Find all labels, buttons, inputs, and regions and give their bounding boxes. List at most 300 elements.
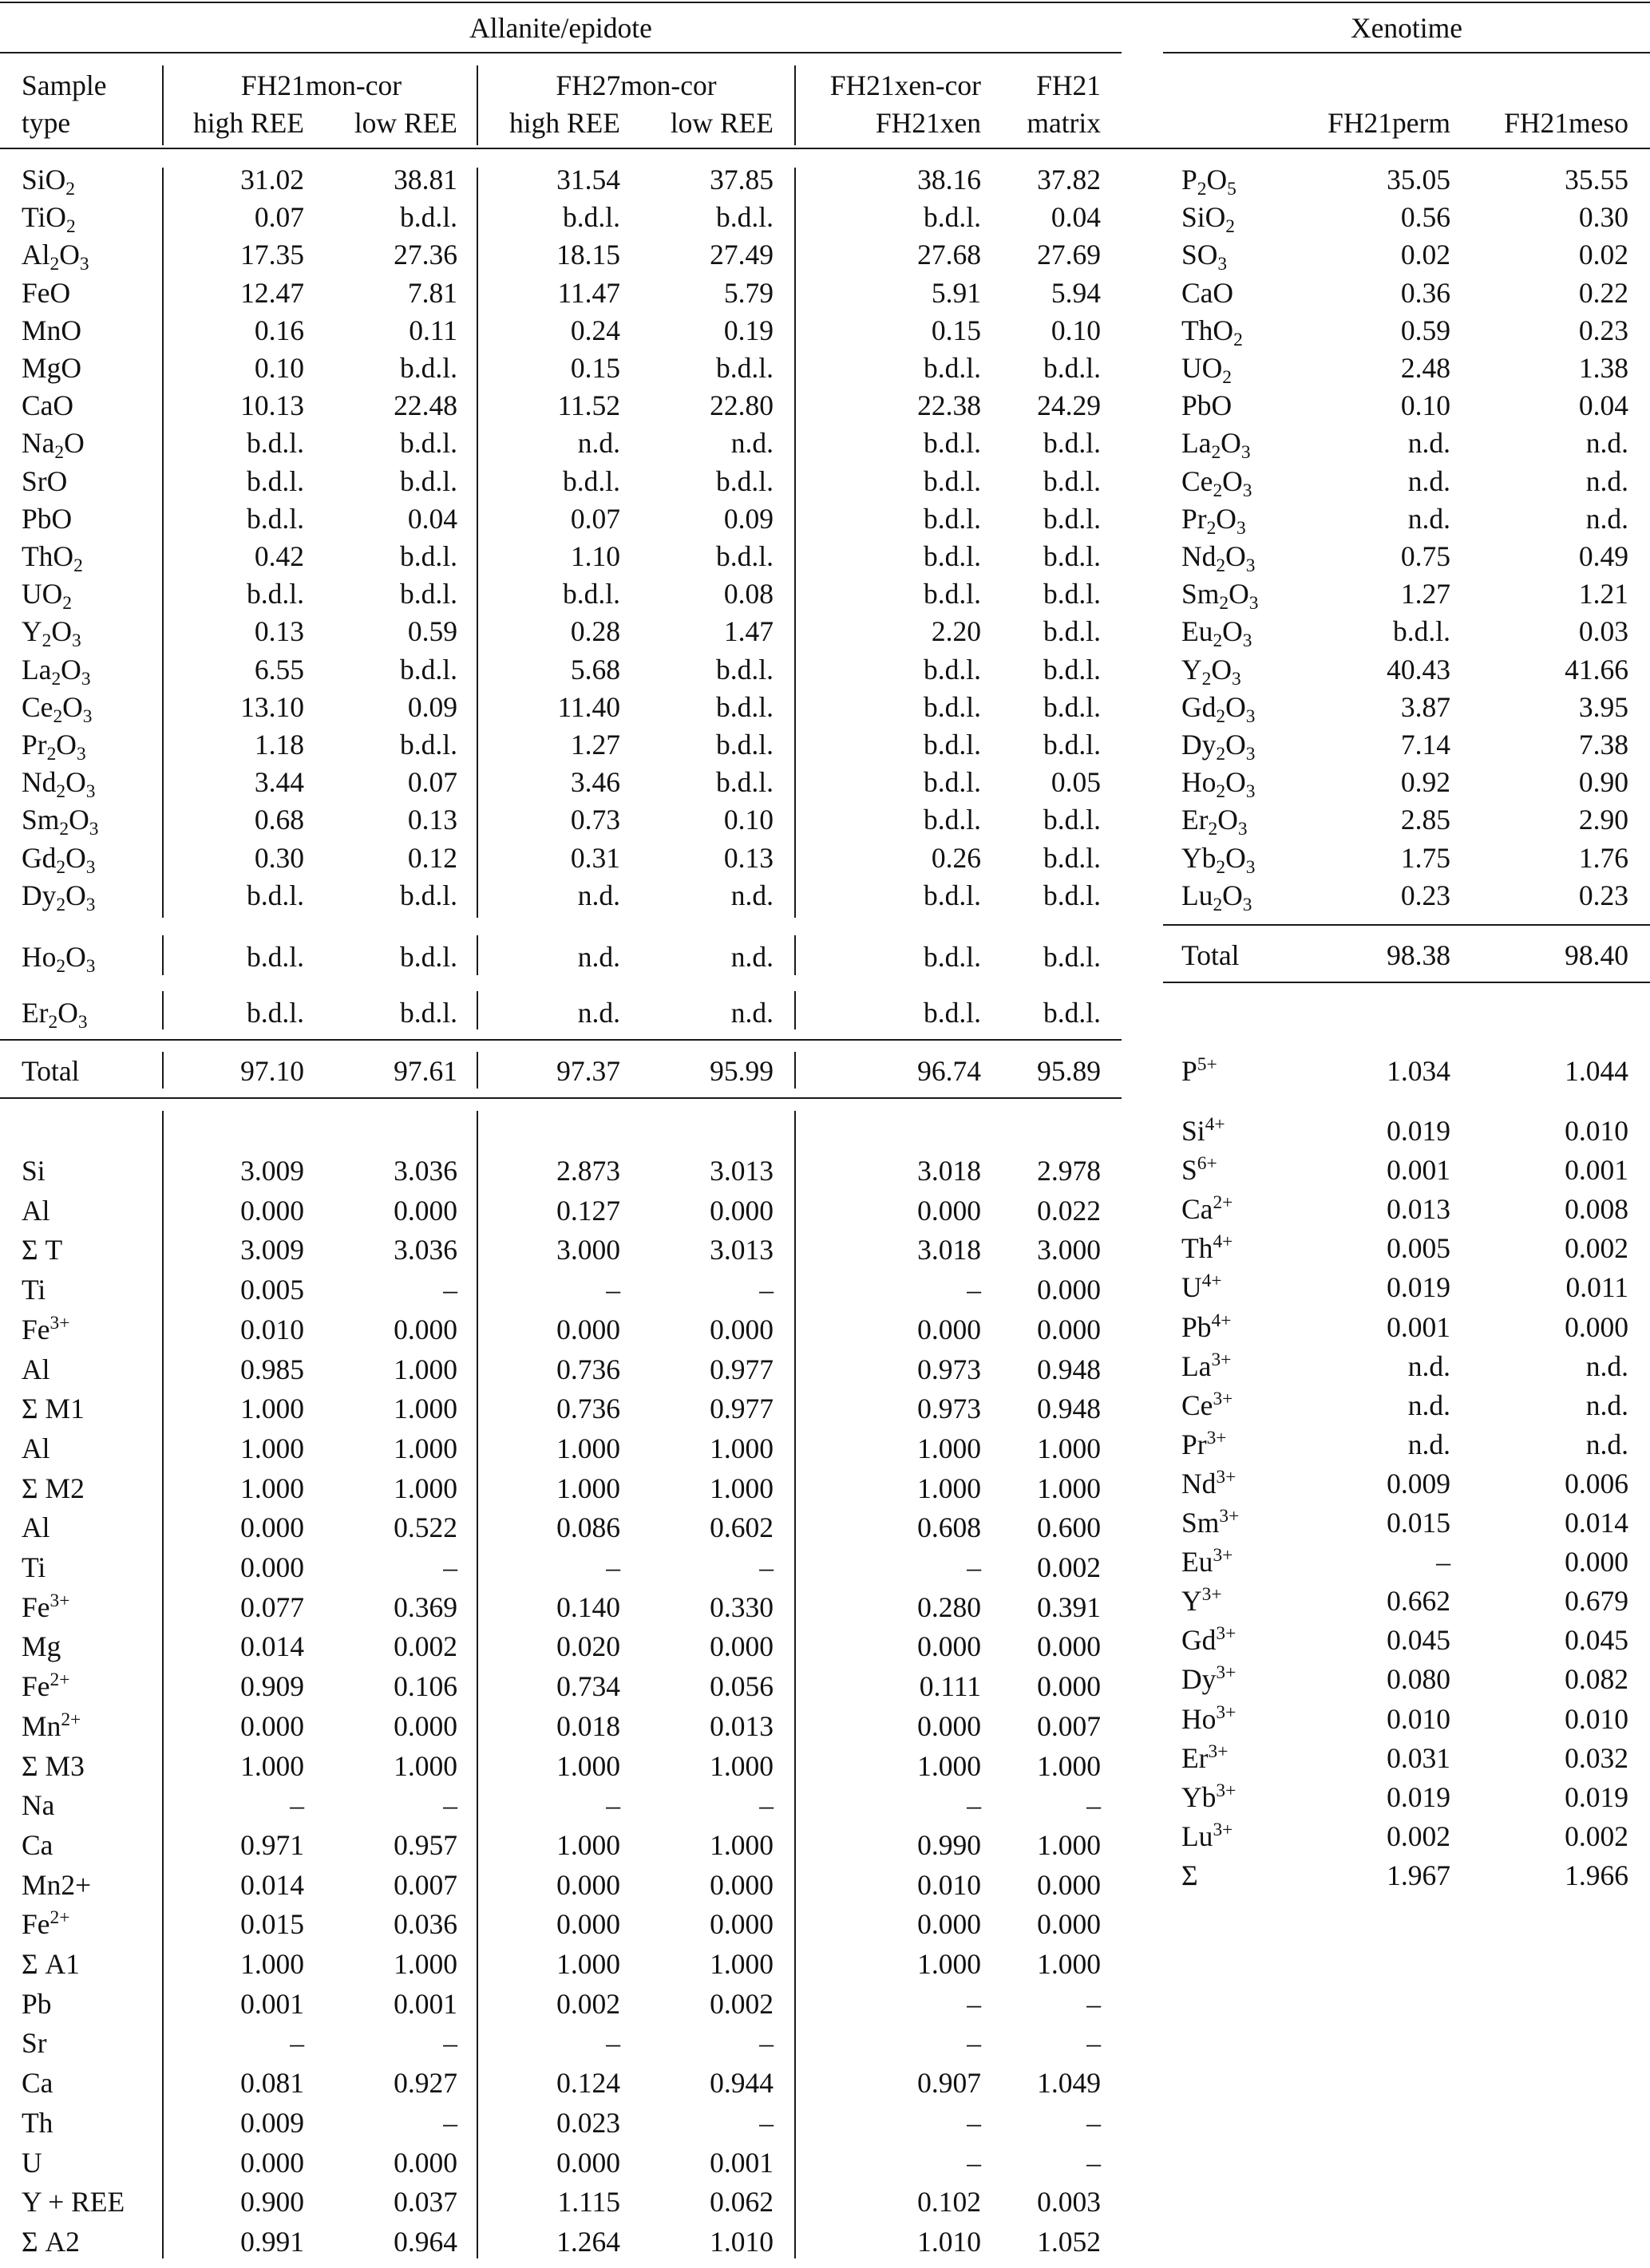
xen-oxide-value: 35.05	[1387, 164, 1450, 196]
oxide-value: b.d.l.	[400, 653, 457, 686]
oxide-value: 0.10	[723, 804, 774, 836]
apfu-label: Na	[22, 1789, 55, 1822]
oxide-value: 0.24	[570, 314, 620, 346]
xen-oxide-label: $Er_2O_3$	[1181, 804, 1248, 840]
xen-oxide-value: 0.23	[1400, 879, 1450, 911]
xen-oxide-value: 2.48	[1400, 352, 1450, 384]
xen-total-value: 98.38	[1387, 939, 1450, 971]
apfu-value: 0.602	[710, 1511, 774, 1544]
apfu-value: 1.000	[394, 1393, 457, 1425]
xen-apfu-value: 0.002	[1387, 1820, 1450, 1852]
apfu-value: –	[443, 2027, 457, 2060]
oxide-value: 0.10	[254, 352, 304, 384]
oxide-value: b.d.l.	[400, 729, 457, 761]
oxide-value: b.d.l.	[400, 941, 457, 973]
xen-oxide-value: 0.04	[1578, 389, 1628, 422]
oxide-value: 22.80	[710, 389, 774, 422]
apfu-value: 0.000	[917, 1313, 981, 1345]
xen-apfu-label: $Pr^{3+}$	[1181, 1427, 1227, 1460]
oxide-label: $Na_2O$	[22, 427, 85, 464]
apfu-value: 0.023	[556, 2106, 620, 2139]
apfu-value: 0.056	[710, 1670, 774, 1703]
apfu-value: 0.077	[240, 1590, 304, 1623]
xen-apfu-value: 0.045	[1387, 1624, 1450, 1657]
xen-apfu-value: 0.662	[1387, 1585, 1450, 1618]
xen-apfu-label: $Sm^{3+}$	[1181, 1506, 1240, 1539]
oxide-value: b.d.l.	[924, 352, 981, 384]
apfu-value: 0.127	[556, 1194, 620, 1227]
oxide-value: n.d.	[577, 997, 620, 1029]
apfu-value: 0.000	[556, 2146, 620, 2179]
apfu-value: 0.907	[917, 2067, 981, 2100]
oxide-value: 0.15	[931, 314, 981, 346]
oxide-value: b.d.l.	[1043, 653, 1101, 686]
oxide-value: 22.48	[394, 389, 457, 422]
apfu-value: 0.973	[917, 1393, 981, 1425]
apfu-value: 0.000	[710, 1630, 774, 1663]
apfu-value: –	[443, 2106, 457, 2139]
oxide-label: $Y_2O_3$	[22, 615, 81, 652]
oxide-value: b.d.l.	[716, 352, 774, 384]
oxide-label: $Er_2O_3$	[22, 997, 88, 1033]
oxide-value: 17.35	[240, 239, 304, 271]
xen-oxide-value: n.d.	[1407, 502, 1450, 535]
oxide-value: 27.36	[394, 239, 457, 271]
xen-oxide-value: 7.14	[1400, 729, 1450, 761]
apfu-value: 1.000	[240, 1948, 304, 1980]
column-separator	[162, 991, 164, 1029]
apfu-label: Σ M2	[22, 1472, 85, 1504]
column-separator	[477, 935, 478, 975]
oxide-value: 0.28	[570, 615, 620, 648]
oxide-value: n.d.	[730, 997, 774, 1029]
apfu-value: 3.018	[917, 1234, 981, 1266]
oxide-value: b.d.l.	[924, 427, 981, 460]
oxide-value: b.d.l.	[247, 941, 304, 973]
column-separator	[794, 1111, 796, 2258]
column-separator	[477, 168, 478, 918]
column-separator	[162, 1111, 164, 2258]
oxide-value: b.d.l.	[247, 502, 304, 535]
apfu-label: Σ A1	[22, 1948, 80, 1980]
oxide-value: 0.09	[407, 690, 457, 723]
xen-oxide-value: 0.59	[1400, 314, 1450, 346]
oxide-value: 0.26	[931, 841, 981, 874]
apfu-value: –	[967, 1789, 981, 1822]
apfu-value: 0.000	[394, 1313, 457, 1345]
apfu-value: 0.000	[917, 1908, 981, 1941]
apfu-value: 0.330	[710, 1590, 774, 1623]
oxide-value: 31.54	[556, 164, 620, 196]
apfu-value: –	[1086, 2146, 1101, 2179]
xen-apfu-value: 0.001	[1565, 1154, 1628, 1187]
apfu-value: 1.000	[240, 1472, 304, 1504]
xen-oxide-label: $SO_3$	[1181, 239, 1228, 275]
apfu-value: 0.000	[556, 1868, 620, 1901]
oxide-value: 0.11	[409, 314, 457, 346]
col-group-fh21xen-line1: FH21xen-cor	[829, 69, 981, 101]
apfu-label: $Fe^{2+}$	[22, 1907, 70, 1941]
xen-oxide-label: $Dy_2O_3$	[1181, 729, 1256, 765]
apfu-value: 1.264	[556, 2225, 620, 2258]
oxide-value: b.d.l.	[924, 766, 981, 799]
column-separator	[162, 168, 164, 918]
oxide-label: $Dy_2O_3$	[22, 879, 96, 915]
oxide-value: 2.20	[931, 615, 981, 648]
apfu-label: Sr	[22, 2027, 47, 2060]
apfu-value: 0.015	[240, 1908, 304, 1941]
apfu-value: 0.000	[1037, 1630, 1101, 1663]
oxide-value: b.d.l.	[1043, 352, 1101, 384]
apfu-label: Mn2+	[22, 1868, 92, 1901]
apfu-value: 0.608	[917, 1511, 981, 1544]
oxide-value: b.d.l.	[1043, 540, 1101, 572]
xen-apfu-value: 0.082	[1565, 1663, 1628, 1696]
column-separator	[477, 1111, 478, 2258]
apfu-value: 0.007	[1037, 1709, 1101, 1742]
allanite-group-underline	[0, 52, 1122, 53]
apfu-label: Ca	[22, 2067, 53, 2100]
column-separator	[794, 65, 796, 145]
xen-apfu-label: $Pb^{4+}$	[1181, 1310, 1232, 1343]
apfu-value: –	[290, 2027, 304, 2060]
xen-apfu-label: $Ce^{3+}$	[1181, 1388, 1233, 1421]
apfu-value: –	[1086, 2106, 1101, 2139]
apfu-value: 0.000	[917, 1630, 981, 1663]
apfu-value: –	[967, 2106, 981, 2139]
apfu-value: 0.000	[710, 1868, 774, 1901]
apfu-value: 0.977	[710, 1353, 774, 1385]
xenotime-group-underline	[1163, 52, 1650, 53]
xen-apfu-value: 0.000	[1565, 1546, 1628, 1579]
apfu-value: 1.000	[710, 1948, 774, 1980]
xen-apfu-value: 1.044	[1565, 1055, 1628, 1087]
apfu-value: 0.600	[1037, 1511, 1101, 1544]
apfu-value: 0.020	[556, 1630, 620, 1663]
xen-apfu-label: $Dy^{3+}$	[1181, 1662, 1237, 1696]
apfu-value: 0.001	[710, 2146, 774, 2179]
oxide-value: n.d.	[730, 879, 774, 911]
apfu-value: –	[1086, 1789, 1101, 1822]
apfu-value: –	[606, 1551, 620, 1583]
oxide-value: b.d.l.	[924, 653, 981, 686]
xen-oxide-value: 40.43	[1387, 653, 1450, 686]
apfu-label: $Fe^{3+}$	[22, 1312, 70, 1345]
column-separator	[794, 991, 796, 1029]
xen-apfu-label: $Gd^{3+}$	[1181, 1623, 1237, 1657]
oxide-value: 6.55	[254, 653, 304, 686]
xen-apfu-value: 0.010	[1387, 1702, 1450, 1735]
apfu-value: 0.013	[710, 1709, 774, 1742]
oxide-value: b.d.l.	[1043, 879, 1101, 911]
xen-apfu-value: 0.013	[1387, 1193, 1450, 1226]
apfu-value: 3.013	[710, 1234, 774, 1266]
xen-apfu-value: n.d.	[1585, 1389, 1628, 1421]
apfu-label: Si	[22, 1155, 46, 1187]
oxide-value: b.d.l.	[247, 997, 304, 1029]
xenotime-group-header: Xenotime	[1351, 12, 1462, 44]
apfu-value: 1.000	[240, 1432, 304, 1464]
col-group-fh21-line1: FH21	[1036, 69, 1101, 101]
oxide-value: b.d.l.	[247, 578, 304, 610]
oxide-value: 0.15	[570, 352, 620, 384]
apfu-value: 1.052	[1037, 2225, 1101, 2258]
apfu-value: 0.000	[240, 1194, 304, 1227]
column-separator	[794, 935, 796, 975]
oxide-value: 0.07	[570, 502, 620, 535]
apfu-value: 0.014	[240, 1868, 304, 1901]
xen-oxide-value: 2.85	[1400, 804, 1450, 836]
xen-oxide-value: 1.38	[1578, 352, 1628, 384]
apfu-value: –	[290, 1789, 304, 1822]
xen-oxide-label: $Sm_2O_3$	[1181, 578, 1259, 614]
apfu-value: 1.000	[917, 1948, 981, 1980]
apfu-label: Al	[22, 1353, 50, 1385]
oxide-value: b.d.l.	[924, 464, 981, 497]
oxide-label: SrO	[22, 464, 68, 497]
oxide-value: b.d.l.	[716, 464, 774, 497]
col-group-fh21xen-line2: FH21xen	[875, 107, 981, 139]
oxide-value: n.d.	[730, 941, 774, 973]
xen-oxide-label: $Yb_2O_3$	[1181, 841, 1256, 878]
apfu-value: –	[967, 2146, 981, 2179]
apfu-value: 3.036	[394, 1234, 457, 1266]
xen-oxide-value: n.d.	[1585, 464, 1628, 497]
oxide-value: b.d.l.	[716, 729, 774, 761]
apfu-value: 1.000	[394, 1432, 457, 1464]
apfu-value: 3.018	[917, 1155, 981, 1187]
xen-apfu-value: 1.967	[1387, 1859, 1450, 1891]
xen-apfu-value: 0.000	[1565, 1310, 1628, 1343]
apfu-value: –	[606, 1789, 620, 1822]
apfu-value: 0.369	[394, 1590, 457, 1623]
xen-apfu-label: $Er^{3+}$	[1181, 1741, 1229, 1774]
xen-oxide-value: 0.30	[1578, 201, 1628, 234]
top-rule	[0, 2, 1650, 3]
total-value: 95.99	[710, 1055, 774, 1087]
xen-oxide-value: 0.02	[1578, 239, 1628, 271]
apfu-value: 0.000	[240, 1709, 304, 1742]
apfu-value: 0.002	[394, 1630, 457, 1663]
col-group-fh21mon: FH21mon-cor	[240, 69, 402, 101]
oxide-value: b.d.l.	[924, 804, 981, 836]
apfu-label: Ca	[22, 1828, 53, 1861]
xen-total-top-rule	[1163, 924, 1650, 926]
oxide-value: b.d.l.	[563, 578, 620, 610]
xen-oxide-label: $Ce_2O_3$	[1181, 464, 1252, 501]
column-separator	[477, 65, 478, 145]
oxide-value: 1.27	[570, 729, 620, 761]
apfu-value: 0.000	[710, 1908, 774, 1941]
apfu-value: 0.001	[394, 1987, 457, 2020]
oxide-value: 18.15	[556, 239, 620, 271]
oxide-value: 10.13	[240, 389, 304, 422]
apfu-value: 0.391	[1037, 1590, 1101, 1623]
xen-apfu-value: 0.014	[1565, 1507, 1628, 1539]
apfu-label: Al	[22, 1511, 50, 1544]
xen-col-fh21meso: FH21meso	[1504, 107, 1628, 139]
oxide-value: 0.16	[254, 314, 304, 346]
oxide-value: b.d.l.	[716, 653, 774, 686]
oxide-label: TiO$_2$	[22, 201, 76, 238]
apfu-label: Σ A2	[22, 2225, 80, 2258]
apfu-value: 1.000	[556, 1948, 620, 1980]
oxide-value: b.d.l.	[924, 578, 981, 610]
column-separator	[162, 1052, 164, 1089]
total-bottom-rule	[0, 1097, 1122, 1099]
xen-apfu-value: 0.010	[1565, 1702, 1628, 1735]
xen-apfu-value: 0.019	[1387, 1780, 1450, 1813]
xen-oxide-label: ThO$_2$	[1181, 314, 1243, 350]
oxide-label: CaO	[22, 389, 74, 422]
apfu-value: 0.000	[240, 2146, 304, 2179]
oxide-value: b.d.l.	[1043, 690, 1101, 723]
apfu-value: 1.000	[1037, 1432, 1101, 1464]
oxide-value: 0.68	[254, 804, 304, 836]
apfu-value: 1.000	[710, 1749, 774, 1782]
oxide-value: 3.46	[570, 766, 620, 799]
oxide-value: 37.85	[710, 164, 774, 196]
apfu-value: 3.009	[240, 1234, 304, 1266]
xen-apfu-label: $Ca^{2+}$	[1181, 1192, 1233, 1226]
xen-oxide-value: 1.21	[1578, 578, 1628, 610]
apfu-value: 1.000	[917, 1472, 981, 1504]
apfu-value: 1.000	[917, 1749, 981, 1782]
xen-oxide-label: $Gd_2O_3$	[1181, 690, 1256, 727]
oxide-label: $Al_2O_3$	[22, 239, 89, 275]
apfu-value: 3.000	[1037, 1234, 1101, 1266]
xen-col-fh21perm: FH21perm	[1328, 107, 1450, 139]
apfu-label: Pb	[22, 1987, 52, 2020]
oxide-value: 1.10	[570, 540, 620, 572]
apfu-value: –	[967, 2027, 981, 2060]
apfu-value: –	[759, 1789, 774, 1822]
apfu-value: 1.000	[1037, 1828, 1101, 1861]
apfu-value: 0.007	[394, 1868, 457, 1901]
xen-apfu-value: n.d.	[1407, 1428, 1450, 1460]
oxide-value: 0.31	[570, 841, 620, 874]
oxide-value: 11.52	[557, 389, 620, 422]
oxide-value: b.d.l.	[924, 729, 981, 761]
oxide-value: b.d.l.	[400, 578, 457, 610]
xen-apfu-value: n.d.	[1407, 1349, 1450, 1382]
oxide-value: b.d.l.	[924, 540, 981, 572]
oxide-value: 5.68	[570, 653, 620, 686]
oxide-value: 3.44	[254, 766, 304, 799]
oxide-label: ThO$_2$	[22, 540, 83, 577]
oxide-value: b.d.l.	[400, 352, 457, 384]
apfu-value: 0.944	[710, 2067, 774, 2100]
oxide-value: b.d.l.	[924, 502, 981, 535]
apfu-value: 1.000	[556, 1828, 620, 1861]
xen-oxide-label: $Eu_2O_3$	[1181, 615, 1252, 652]
apfu-label: Al	[22, 1194, 50, 1227]
apfu-value: 0.973	[917, 1353, 981, 1385]
oxide-value: b.d.l.	[247, 464, 304, 497]
apfu-value: 0.522	[394, 1511, 457, 1544]
xen-oxide-value: 0.03	[1578, 615, 1628, 648]
column-separator	[162, 935, 164, 975]
xen-apfu-label: $Eu^{3+}$	[1181, 1545, 1233, 1579]
xen-apfu-value: 0.001	[1387, 1310, 1450, 1343]
apfu-value: 0.000	[1037, 1274, 1101, 1306]
xen-oxide-value: 0.36	[1400, 276, 1450, 309]
apfu-label: Th	[22, 2106, 53, 2139]
oxide-value: 5.94	[1051, 276, 1101, 309]
apfu-value: 1.000	[1037, 1948, 1101, 1980]
oxide-value: 24.29	[1037, 389, 1101, 422]
oxide-value: b.d.l.	[924, 201, 981, 234]
xen-oxide-value: 1.76	[1578, 841, 1628, 874]
column-separator	[162, 65, 164, 145]
oxide-value: 0.13	[723, 841, 774, 874]
xen-apfu-label: $Lu^{3+}$	[1181, 1819, 1233, 1852]
oxide-value: 11.47	[557, 276, 620, 309]
oxide-value: 5.79	[723, 276, 774, 309]
xen-apfu-value: 1.966	[1565, 1859, 1628, 1891]
xen-oxide-label: $Lu_2O_3$	[1181, 879, 1252, 915]
apfu-value: 0.000	[917, 1709, 981, 1742]
oxide-value: b.d.l.	[1043, 427, 1101, 460]
oxide-value: b.d.l.	[924, 941, 981, 973]
apfu-value: 0.734	[556, 1670, 620, 1703]
oxide-value: b.d.l.	[1043, 941, 1101, 973]
apfu-value: 0.000	[1037, 1313, 1101, 1345]
apfu-value: 1.000	[1037, 1749, 1101, 1782]
xen-oxide-value: n.d.	[1585, 427, 1628, 460]
xen-apfu-value: 0.019	[1387, 1115, 1450, 1147]
xen-oxide-value: 7.38	[1578, 729, 1628, 761]
oxide-value: n.d.	[577, 941, 620, 973]
apfu-value: 0.971	[240, 1828, 304, 1861]
apfu-value: –	[443, 1274, 457, 1306]
xen-apfu-label: $U^{4+}$	[1181, 1270, 1222, 1304]
oxide-label: $Sm_2O_3$	[22, 804, 99, 840]
oxide-value: 0.08	[723, 578, 774, 610]
total-value: 97.37	[556, 1055, 620, 1087]
apfu-label: $Mn^{2+}$	[22, 1709, 81, 1742]
xen-oxide-value: 3.87	[1400, 690, 1450, 723]
xen-oxide-value: n.d.	[1407, 427, 1450, 460]
xen-apfu-value: n.d.	[1407, 1389, 1450, 1421]
apfu-value: 0.736	[556, 1393, 620, 1425]
apfu-value: 0.000	[556, 1908, 620, 1941]
xen-oxide-label: $Nd_2O_3$	[1181, 540, 1256, 577]
subcol-low-ree-2: low REE	[670, 107, 774, 139]
oxide-value: b.d.l.	[924, 879, 981, 911]
apfu-value: 0.022	[1037, 1194, 1101, 1227]
apfu-value: 0.927	[394, 2067, 457, 2100]
oxide-value: b.d.l.	[247, 879, 304, 911]
apfu-value: 0.000	[556, 1313, 620, 1345]
xen-oxide-label: $Y_2O_3$	[1181, 653, 1241, 689]
oxide-value: 0.12	[407, 841, 457, 874]
oxide-label: $UO_2$	[22, 578, 72, 614]
xen-apfu-value: 0.002	[1565, 1820, 1628, 1852]
col-group-fh21-line2: matrix	[1027, 107, 1101, 139]
oxide-label: $Ho_2O_3$	[22, 941, 96, 978]
xen-oxide-value: n.d.	[1585, 502, 1628, 535]
apfu-label: Mg	[22, 1630, 61, 1663]
oxide-label: MnO	[22, 314, 81, 346]
oxide-value: 22.38	[917, 389, 981, 422]
xen-apfu-value: 0.002	[1565, 1232, 1628, 1265]
apfu-label: Y + REE	[22, 2186, 125, 2219]
oxide-value: 31.02	[240, 164, 304, 196]
xen-total-value: 98.40	[1565, 939, 1628, 971]
subcol-high-ree-2: high REE	[508, 107, 620, 139]
oxide-value: n.d.	[577, 427, 620, 460]
